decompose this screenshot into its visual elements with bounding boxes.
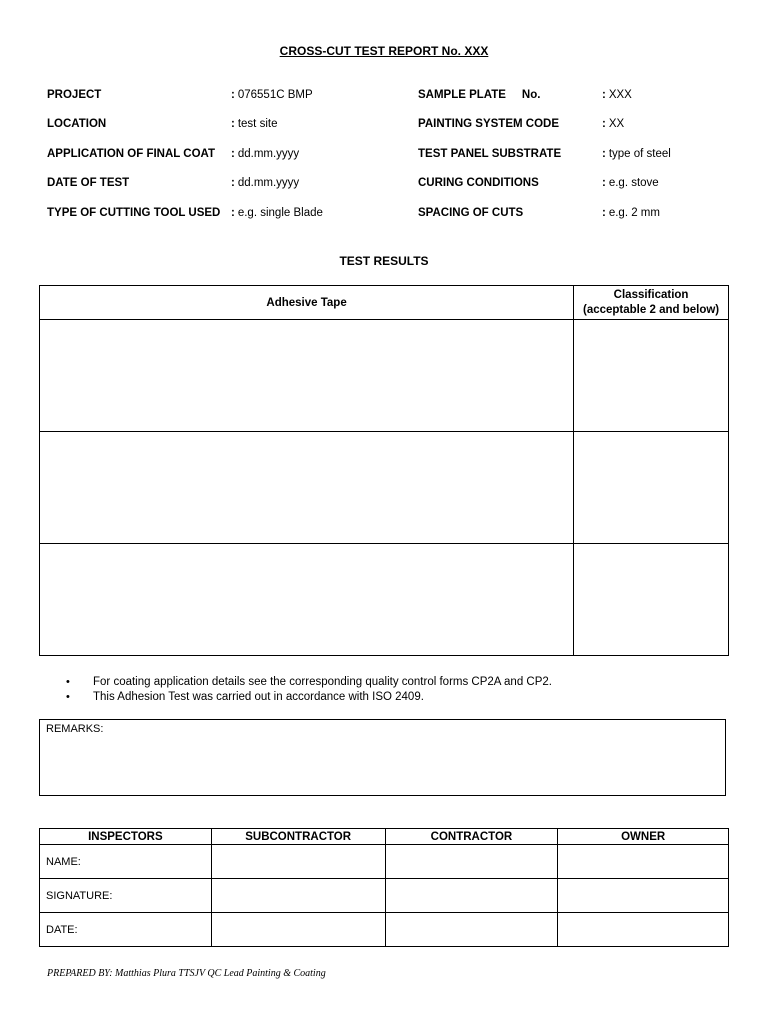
adhesive-tape-cell[interactable]: [40, 544, 574, 656]
substrate-label: TEST PANEL SUBSTRATE: [418, 148, 562, 160]
adhesive-tape-cell[interactable]: [40, 432, 574, 544]
owner-signature-cell[interactable]: [558, 879, 729, 913]
remarks-label: REMARKS:: [46, 723, 104, 735]
bullet-icon: •: [66, 676, 70, 688]
cutting-tool-value: : e.g. single Blade: [231, 207, 323, 219]
project-label: PROJECT: [47, 89, 102, 101]
note-item: [66, 690, 552, 705]
substrate-value: : type of steel: [602, 148, 671, 160]
subcontractor-name-cell[interactable]: [211, 845, 385, 879]
owner-date-cell[interactable]: [558, 913, 729, 947]
subcontractor-date-cell[interactable]: [211, 913, 385, 947]
painting-system-value: : XX: [602, 118, 625, 130]
classification-cell[interactable]: [574, 432, 729, 544]
signature-row-label: SIGNATURE:: [40, 879, 212, 913]
date-of-test-value: : dd.mm.yyyy: [231, 177, 300, 189]
note-text: For coating application details see the corresponding quality control forms CP2A and CP2.: [93, 676, 552, 688]
classification-header: [574, 286, 729, 320]
notes-list: [66, 675, 552, 705]
sample-plate-value: : XXX: [602, 89, 632, 101]
final-coat-value: : dd.mm.yyyy: [231, 148, 300, 160]
contractor-date-cell[interactable]: [385, 913, 558, 947]
prepared-by-footer: PREPARED BY: Matthias Plura TTSJV QC Lead Painting & Coating: [47, 968, 326, 979]
curing-label: CURING CONDITIONS: [418, 177, 539, 189]
cutting-tool-label: TYPE OF CUTTING TOOL USED: [47, 207, 221, 219]
note-item: [66, 675, 552, 690]
test-results-title: TEST RESULTS: [339, 254, 429, 268]
contractor-header: CONTRACTOR: [385, 829, 558, 845]
bullet-icon: •: [66, 691, 70, 703]
classification-header-line2: (acceptable 2 and below): [583, 303, 720, 316]
note-text: This Adhesion Test was carried out in accordance with ISO 2409.: [93, 691, 424, 703]
results-row: [40, 544, 729, 656]
name-row-label: NAME:: [40, 845, 212, 879]
owner-header: OWNER: [558, 829, 729, 845]
contractor-signature-cell[interactable]: [385, 879, 558, 913]
spacing-value: : e.g. 2 mm: [602, 207, 660, 219]
date-of-test-label: DATE OF TEST: [47, 177, 130, 189]
subcontractor-header: SUBCONTRACTOR: [211, 829, 385, 845]
painting-system-label: PAINTING SYSTEM CODE: [418, 118, 559, 130]
signature-row-date: [40, 913, 729, 947]
classification-cell[interactable]: [574, 320, 729, 432]
classification-header-line1: Classification: [613, 288, 689, 301]
subcontractor-signature-cell[interactable]: [211, 879, 385, 913]
signature-row-name: [40, 845, 729, 879]
spacing-label: SPACING OF CUTS: [418, 207, 524, 219]
location-label: LOCATION: [47, 118, 107, 130]
owner-name-cell[interactable]: [558, 845, 729, 879]
final-coat-label: APPLICATION OF FINAL COAT: [47, 148, 216, 160]
adhesive-tape-header: Adhesive Tape: [40, 286, 574, 320]
remarks-box[interactable]: [39, 719, 726, 796]
results-row: [40, 432, 729, 544]
signature-header-row: [40, 829, 729, 845]
sample-plate-label: SAMPLE PLATE No.: [418, 89, 541, 101]
test-results-table: [39, 285, 729, 656]
results-header-row: [40, 286, 729, 320]
report-title: CROSS-CUT TEST REPORT No. XXX: [279, 44, 489, 58]
classification-cell[interactable]: [574, 544, 729, 656]
curing-value: : e.g. stove: [602, 177, 659, 189]
results-row: [40, 320, 729, 432]
location-value: : test site: [231, 118, 278, 130]
signature-table: [39, 828, 729, 947]
date-row-label: DATE:: [40, 913, 212, 947]
inspectors-header: INSPECTORS: [40, 829, 212, 845]
contractor-name-cell[interactable]: [385, 845, 558, 879]
adhesive-tape-cell[interactable]: [40, 320, 574, 432]
project-value: : 076551C BMP: [231, 89, 313, 101]
signature-row-signature: [40, 879, 729, 913]
